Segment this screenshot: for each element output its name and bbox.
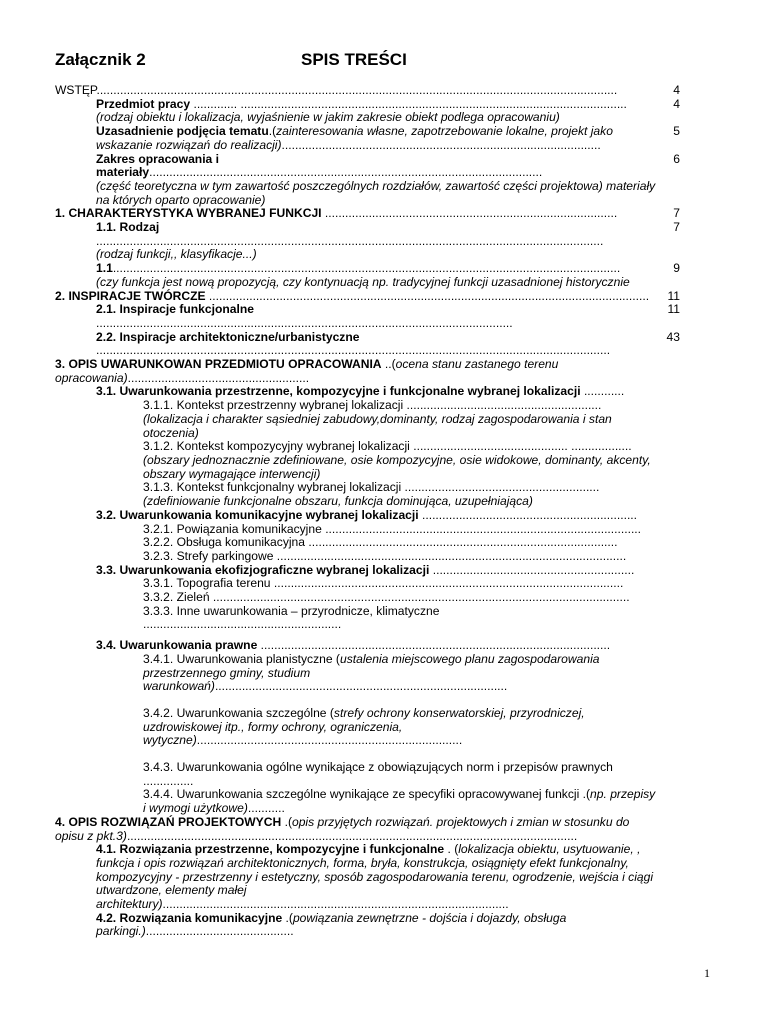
- toc-label: 2.1. Inspiracje funkcjonalne: [96, 302, 254, 317]
- toc-page-number: 11: [667, 288, 680, 303]
- toc-dots: ............................................................................................: [305, 535, 618, 550]
- toc-entry-3-2: [0, 509, 768, 523]
- toc-note: ustalenia miejscowego planu zagospodarowania przestrzennego gminy, studium warunkowań): [143, 651, 600, 694]
- toc-entry-section-3: [0, 358, 768, 385]
- toc-page-number: 5: [673, 124, 680, 139]
- toc-text: .(: [281, 814, 292, 829]
- toc-label: Uzasadnienie podjęcia tematu: [96, 124, 269, 139]
- toc-dots: .......................................................................................................................................................: [96, 234, 604, 248]
- attachment-label: Załącznik 2: [55, 50, 146, 69]
- toc-text: .(: [282, 910, 293, 925]
- toc-note: (rodzaj funkcji,, klasyfikacje...): [96, 247, 257, 262]
- toc-dots: ......................................................: [127, 370, 310, 385]
- page-title: SPIS TREŚCI: [301, 50, 407, 69]
- toc-entry-section-1: [0, 207, 768, 221]
- toc-entry-2-2: [0, 331, 768, 345]
- toc-entry-3-4-1: [0, 653, 768, 694]
- toc-label: 3.1.2. Kontekst kompozycyjny wybranej lokalizacji: [143, 439, 410, 454]
- toc-dots: ...........................................................: [143, 617, 342, 632]
- toc-label: 3.4.2. Uwarunkowania szczególne (: [143, 705, 334, 720]
- toc-dots: ................................................................: [418, 507, 638, 522]
- toc-page-number: 7: [673, 220, 680, 235]
- toc-label: 3.3.2. Zieleń: [143, 590, 210, 605]
- toc-entry-3-4-3: [0, 761, 768, 775]
- toc-text: ..(: [381, 357, 396, 372]
- toc-dots: ............................................................: [429, 562, 635, 577]
- toc-entry-3-3-1: [0, 577, 768, 591]
- toc-dots: ............................................................................................................................: [209, 590, 630, 605]
- toc-label: 3.4.4. Uwarunkowania szczególne wynikające ze specyfiki opracowywanej funkcji .(: [143, 787, 591, 802]
- toc-note: (obszary jednoznacznie zdefiniowane, osie kompozycyjne, osie widokowe, dominanty, akcenty, obszary wymagające interwencji): [143, 452, 651, 481]
- toc-dots: .........................................................................................................................................................: [96, 344, 611, 358]
- toc-dots: ...............................................................................: [196, 733, 463, 748]
- toc-dots: ..........................................................: [401, 480, 600, 495]
- toc-dots: ............................................................................................................................: [96, 315, 513, 330]
- toc-dots: ...............: [143, 773, 194, 788]
- toc-note: opis przyjętych rozwiązań. projektowych i zmian w stosunku do opisu z pkt.3): [55, 814, 630, 843]
- toc-dots: .......................................................................................: [321, 206, 618, 221]
- toc-note: strefy ochrony konserwatorskiej, przyrodniczej, uzdrowiskowej itp., formy ochrony, ograniczenia, wytyczne): [143, 705, 585, 748]
- toc-entry-3-4-4: [0, 788, 768, 815]
- toc-label: 3.3. Uwarunkowania ekofizjograficzne wybranej lokalizacji: [96, 562, 430, 577]
- toc-entry-3-3-2: [0, 591, 768, 605]
- toc-page-number: 9: [669, 262, 680, 276]
- toc-label: 3.4.3. Uwarunkowania ogólne wynikające z obowiązujących norm i przepisów prawnych: [143, 760, 613, 775]
- toc-label: 3.2.2. Obsługa komunikacyjna: [143, 535, 306, 550]
- toc-entry-2-1: [0, 303, 768, 330]
- toc-entry-4-2: [0, 912, 768, 939]
- toc-label: 4.1. Rozwiązania przestrzenne, kompozycyjne i funkcjonalne: [96, 842, 445, 857]
- toc-page-number: 43: [666, 329, 680, 344]
- toc-note: (rodzaj obiektu i lokalizacja, wyjaśnienie w jakim zakresie obiekt podlega opracowaniu): [96, 110, 560, 125]
- toc-dots: ........................................................................................................: [270, 576, 624, 591]
- toc-label: 3.3.3. Inne uwarunkowania – przyrodnicze, klimatyczne: [143, 603, 440, 618]
- toc-label: 3.4.1. Uwarunkowania planistyczne (: [143, 651, 340, 666]
- toc-note: (część teoretyczna w tym zawartość poszczególnych rozdziałów, zawartość części projektowa) materiały na których oparto opracowanie): [96, 178, 656, 207]
- toc-entry-section-4: [0, 816, 768, 843]
- page-number: 1: [704, 966, 710, 980]
- toc-label: 3.2. Uwarunkowania komunikacyjne wybranej lokalizacji: [96, 507, 419, 522]
- toc-note: (czy funkcja jest nową propozycją, czy kontynuacją np. tradycyjnej funkcji uzasadnionej historycznie: [96, 274, 630, 289]
- toc-dots: .......................................................................................................................................................: [112, 262, 621, 276]
- toc-label: 3.1. Uwarunkowania przestrzenne, kompozycyjne i funkcjonalne wybranej lokalizacji: [96, 384, 581, 399]
- toc-entry-3-2-2: [0, 536, 768, 550]
- toc-label: 3.2.1. Powiązania komunikacyjne: [143, 521, 322, 536]
- toc-dots: ...............................................................................................: [281, 137, 601, 152]
- toc-entry-3-3-3: [0, 605, 768, 619]
- toc-label: 4. OPIS ROZWIĄZAŃ PROJEKTOWYCH: [55, 814, 282, 829]
- toc-dots: ...........: [247, 801, 285, 816]
- toc-dots: ..............................................................................................: [321, 521, 642, 536]
- toc-label: 1. CHARAKTERYSTYKA WYBRANEJ FUNKCJI: [55, 206, 322, 221]
- toc-page-number: 11: [667, 302, 680, 317]
- toc-note: (zdefiniowanie funkcjonalne obszaru, funkcja dominująca, uzupełniająca): [143, 494, 533, 509]
- toc-dots: ............: [580, 384, 625, 399]
- toc-entry-wstep: [0, 84, 768, 98]
- toc-page-number: 4: [673, 83, 680, 97]
- toc-label: WSTĘP: [55, 83, 97, 97]
- toc-page-number: 4: [673, 96, 680, 111]
- toc-entry-3-2-1: [0, 523, 768, 537]
- table-of-contents: [0, 84, 768, 939]
- toc-entry-3-1: [0, 385, 768, 399]
- toc-note: ocena stanu zastanego terenu opracowania): [55, 357, 559, 385]
- toc-dots: ...................................................................................................................................: [205, 288, 650, 303]
- toc-label: 3.3.1. Topografia terenu: [143, 576, 271, 591]
- toc-note: lokalizacja obiektu, usytuowanie, , funkcja i opis rozwiązań architektonicznych, forma, bryła, konstrukcja, osiągnięty efekt funkcjonalny, kompozycyjny - przestrzenny i estetyczny, sposób zagospodarowania terenu, ogrodzenie, wejścia i ciągi utwardzone, elementy małej architektury): [96, 842, 654, 912]
- toc-label: 3.2.3. Strefy parkingowe: [143, 548, 274, 563]
- toc-entry-section-2: [0, 290, 768, 304]
- toc-label: 3.4. Uwarunkowania prawne: [96, 638, 258, 653]
- toc-entry-3-1-1: [0, 399, 768, 413]
- toc-label: 1.1: [96, 262, 113, 276]
- toc-dots: .....................................................................................................................: [149, 165, 543, 180]
- toc-dots: ..........................................................: [403, 398, 602, 413]
- toc-entry-3-4-2: [0, 707, 768, 748]
- toc-entry-3-1-2: [0, 440, 768, 454]
- toc-entry-1-1b: [0, 262, 768, 276]
- toc-label: 3.1.1. Kontekst przestrzenny wybranej lokalizacji: [143, 398, 404, 413]
- toc-dots: .............................................. ..................: [409, 439, 632, 454]
- toc-label: Zakres opracowania i materiały: [96, 151, 220, 180]
- toc-entry-3-1-3: [0, 481, 768, 495]
- toc-entry-przedmiot: [0, 98, 768, 112]
- toc-entry-zakres: [0, 153, 768, 180]
- toc-entry-4-1: [0, 843, 768, 912]
- toc-entry-3-2-3: [0, 550, 768, 564]
- toc-label: 3. OPIS UWARUNKOWAN PRZEDMIOTU OPRACOWANIA: [55, 357, 382, 372]
- toc-dots: ............. ...................................................................................................................: [190, 96, 627, 111]
- toc-dots: .......................................................................................................: [162, 897, 509, 912]
- toc-label: Przedmiot pracy: [96, 96, 191, 111]
- toc-page-number: 6: [673, 151, 680, 166]
- toc-text: . (: [444, 842, 459, 857]
- toc-note: (lokalizacja i charakter sąsiedniej zabudowy,dominanty, rodzaj zagospodarowania i stan otoczenia): [143, 411, 612, 440]
- toc-label: 2. INSPIRACJE TWÓRCZE: [55, 288, 206, 303]
- toc-text: .(: [268, 124, 277, 139]
- toc-entry-3-4: [0, 639, 768, 653]
- toc-note: powiązania zewnętrzne - dojścia i dojazdy, obsługa parkingi.): [96, 910, 567, 939]
- toc-dots: ........................................................................................................: [273, 548, 627, 563]
- toc-label: 1.1. Rodzaj: [96, 220, 160, 235]
- toc-dots: ......................................................................................................................................: [126, 828, 578, 843]
- toc-label: 3.1.3. Kontekst funkcjonalny wybranej lokalizacji: [143, 480, 402, 495]
- toc-note: zainteresowania własne, zapotrzebowanie lokalne, projekt jako wskazanie rozwiązań do realizacji): [96, 124, 613, 152]
- toc-entry-uzasadnienie: [0, 125, 768, 152]
- toc-entry-1-1: [0, 221, 768, 235]
- toc-dots: ........................................................................................................: [257, 638, 611, 653]
- toc-entry-3-3: [0, 564, 768, 578]
- toc-note: np. przepisy i wymogi użytkowe): [143, 787, 656, 816]
- toc-label: 4.2. Rozwiązania komunikacyjne: [96, 910, 283, 925]
- toc-dots: ...........................................................................................................................................................: [96, 83, 618, 97]
- toc-label: 2.2. Inspiracje architektoniczne/urbanistyczne: [96, 329, 360, 344]
- toc-page-number: 7: [673, 206, 680, 221]
- toc-dots: ............................................: [145, 924, 294, 939]
- toc-dots: .......................................................................................: [214, 679, 508, 694]
